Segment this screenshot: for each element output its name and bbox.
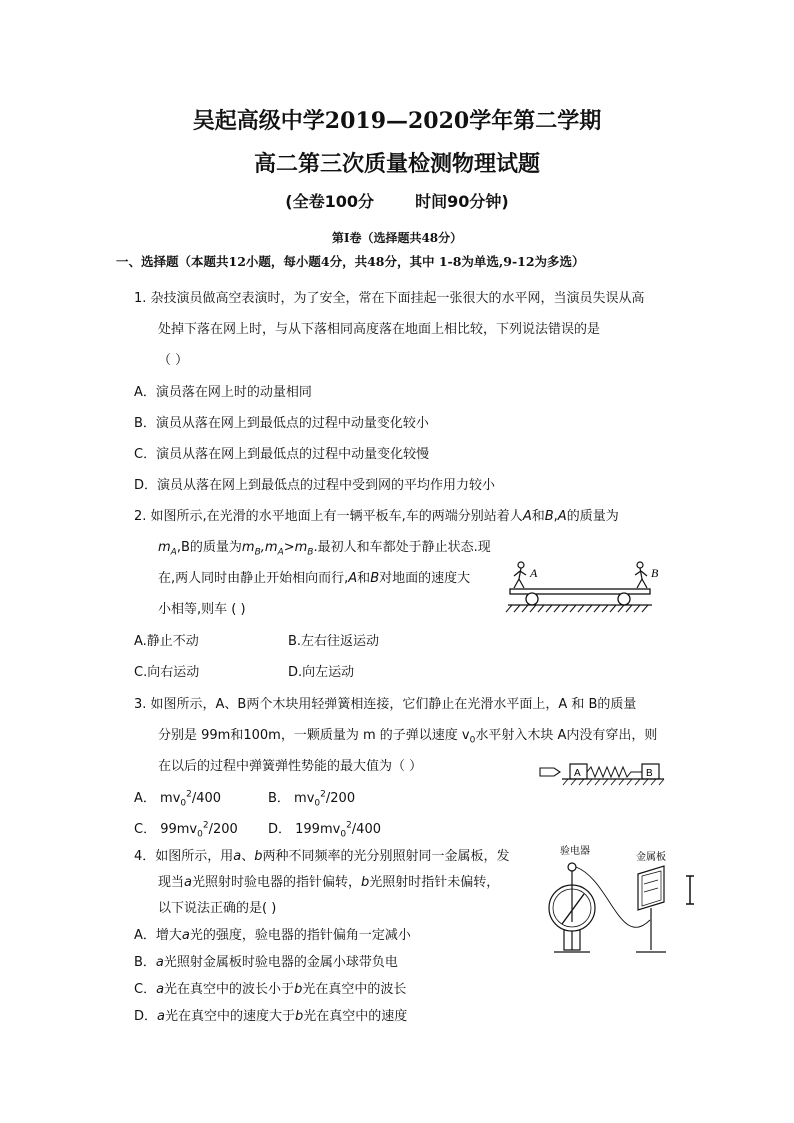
exam-title-line2: 高二第三次质量检测物理试题 [253, 151, 540, 177]
q3-option-a: A． $mv_0^2/400$ [134, 789, 222, 809]
q2-line3: 在,两人同时由静止开始相向而行,A和B对地面的速度大 [158, 571, 471, 586]
q3-line2: 分别是 99m和100m，一颗质量为 m 的子弹以速度 $v_0$水平射入木块 A内没有穿出，则 [158, 728, 658, 746]
cart-wheel-left [526, 593, 538, 605]
q2-option-a: A.静止不动 [134, 634, 199, 649]
q2-line2: $m_A,B$的质量为$m_B,m_A>m_B$.最初人和车都处于静止状态.现 [158, 540, 491, 558]
q4-option-a: A．增大a光的强度，验电器的指针偏角一定减小 [134, 928, 411, 943]
electroscope-label: 验电器 [560, 846, 590, 857]
electroscope-icon [549, 863, 595, 952]
person-b-icon [635, 562, 647, 588]
q2-line4: 小相等,则车 ( ) [158, 602, 246, 617]
q3-line3: 在以后的过程中弹簧弹性势能的最大值为（ ） [158, 759, 423, 774]
q4-option-b: B．a光照射金属板时验电器的金属小球带负电 [134, 955, 398, 970]
bullet-icon [540, 768, 560, 776]
q4-option-c: C．a光在真空中的波长小于b光在真空中的波长 [134, 982, 407, 997]
q4-line3: 以下说法正确的是( ) [158, 901, 277, 916]
q2-option-d: D.向左运动 [288, 665, 355, 680]
q4-figure-electroscope [540, 840, 710, 965]
floor-hatch [563, 779, 664, 785]
label-a: A [530, 566, 538, 580]
block-b-label: B [646, 768, 653, 779]
q2-line1: 2. 如图所示,在光滑的水平地面上有一辆平板车,车的两端分别站着人A和B,A的质量为 [134, 509, 619, 524]
q3-option-b: B． $mv_0^2/200$ [268, 789, 356, 809]
spring-icon [587, 767, 642, 777]
q3-option-d: D． $199mv_0^2/400$ [268, 820, 381, 840]
q1-line1: 1. 杂技演员做高空表演时，为了安全，常在下面挂起一张很大的水平网，当演员失误从高 [134, 291, 645, 306]
q1-option-d: D．演员从落在网上到最低点的过程中受到网的平均作用力较小 [134, 478, 496, 493]
ground-hatch [506, 605, 648, 612]
volume-label: 第Ⅰ卷（选择题共48分） [331, 231, 463, 245]
total-score: (全卷100分 [285, 192, 374, 211]
q3-figure-spring [538, 760, 668, 790]
q1-line2: 处掉下落在网上时，与从下落相同高度落在地面上相比较，下列说法错误的是 [158, 322, 601, 337]
q3-line1: 3. 如图所示，A、B两个木块用轻弹簧相连接，它们静止在光滑水平面上，A 和 B的质量 [134, 697, 637, 712]
time-limit: 时间90分钟) [415, 192, 509, 211]
label-b: B [651, 566, 659, 580]
exam-title-line1: 吴起高级中学2019—2020学年第二学期 [192, 108, 602, 134]
metal-plate-icon [636, 866, 666, 952]
q1-line3: （ ） [158, 353, 189, 368]
person-a-icon [514, 562, 526, 588]
connecting-wire [576, 867, 650, 927]
cart-wheel-right [618, 593, 630, 605]
section-label: 一、选择题（本题共12小题，每小题4分，共48分，其中 1-8为单选,9-12为多选） [116, 254, 585, 269]
q1-option-c: C．演员从落在网上到最低点的过程中动量变化较慢 [134, 447, 430, 462]
q1-option-a: A．演员落在网上时的动量相同 [134, 385, 312, 400]
q2-option-b: B.左右往返运动 [288, 634, 380, 649]
light-source-icon [686, 876, 694, 904]
exam-meta [0, 189, 794, 212]
q4-line2: 现当a光照射时验电器的指针偏转，b光照射时指针未偏转， [158, 875, 500, 890]
q2-figure-cart [500, 555, 670, 620]
block-a-label: A [574, 768, 581, 779]
q1-option-b: B．演员从落在网上到最低点的过程中动量变化较小 [134, 416, 429, 431]
q4-option-d: D．a光在真空中的速度大于b光在真空中的速度 [134, 1009, 408, 1024]
q4-line1: 4．如图所示，用a、b两种不同频率的光分别照射同一金属板，发 [134, 849, 510, 864]
q2-option-c: C.向右运动 [134, 665, 200, 680]
metal-plate-label: 金属板 [636, 852, 666, 863]
q3-option-c: C． $99mv_0^2/200$ [134, 820, 238, 840]
